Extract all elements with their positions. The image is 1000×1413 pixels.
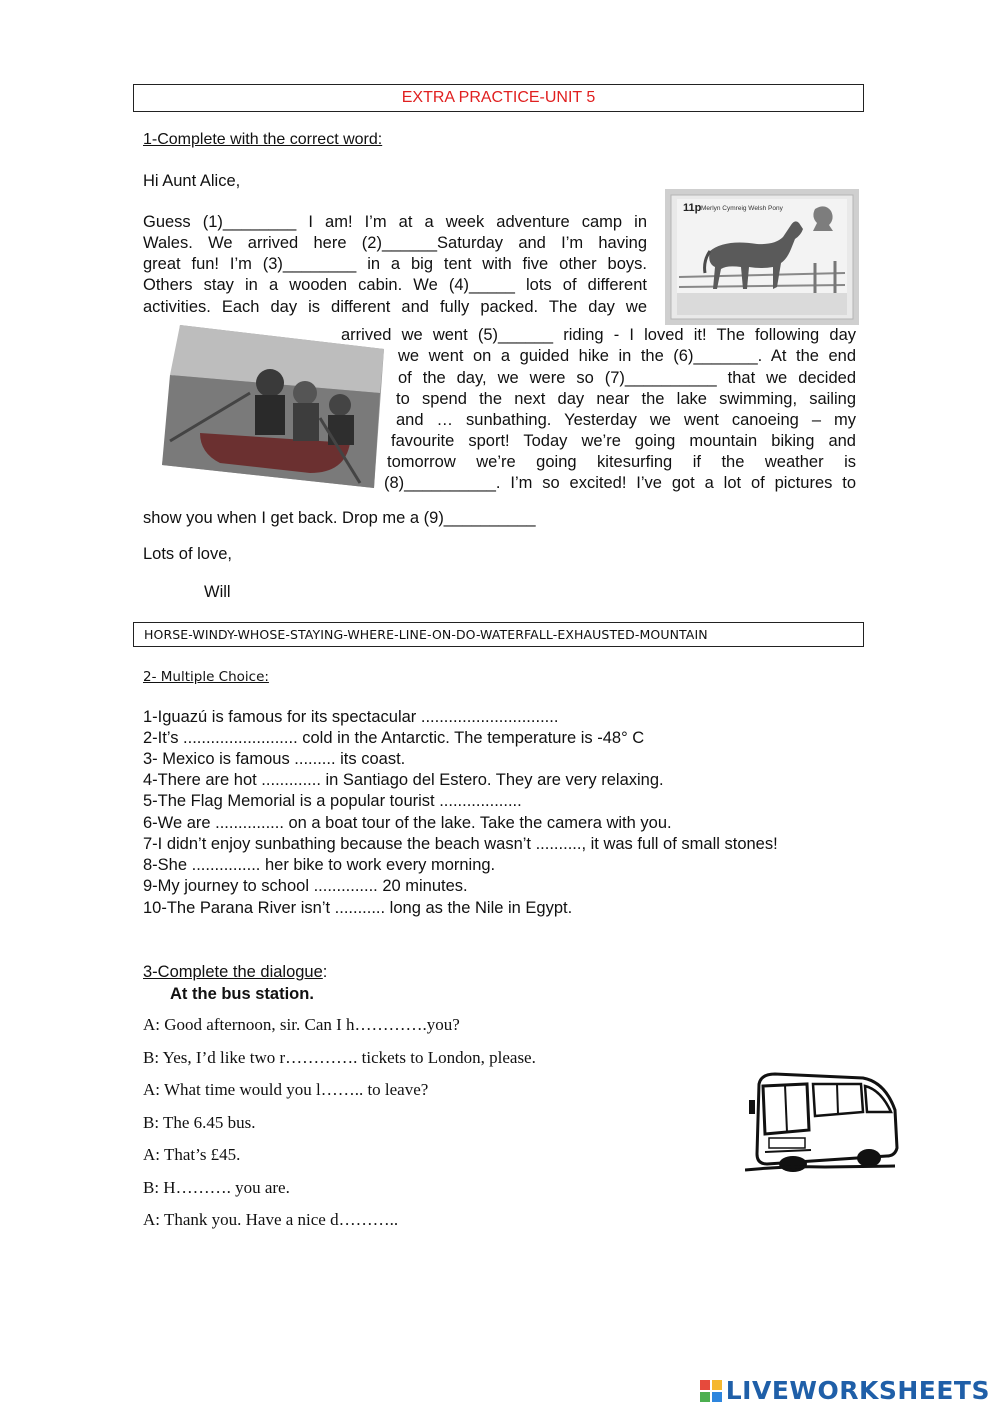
stamp-value: 11p <box>683 202 702 214</box>
letter-closing: Lots of love, <box>143 545 232 563</box>
letter-line: great fun! I’m (3)________ in a big tent with five other boys. <box>143 255 647 273</box>
letter-line: Wales. We arrived here (2)______Saturday and I’m having <box>143 234 647 252</box>
dialogue-line: A: Thank you. Have a nice d……….. <box>143 1210 399 1229</box>
dialogue-line: A: That’s £45. <box>143 1145 241 1164</box>
mc-item: 7-I didn’t enjoy sunbathing because the beach wasn’t .........., it was full of small stones! <box>143 835 778 853</box>
dialogue-line: B: Yes, I’d like two r…………. tickets to London, please. <box>143 1048 536 1067</box>
letter-line: and … sunbathing. Yesterday we went canoeing – my <box>396 411 856 429</box>
letter-line: we went on a guided hike in the (6)_______. At the end <box>398 347 856 365</box>
dialogue-line: A: Good afternoon, sir. Can I h………….you? <box>143 1015 460 1034</box>
section3-heading-colon: : <box>322 963 328 981</box>
canoe-photo <box>160 323 385 488</box>
letter-line: show you when I get back. Drop me a (9)__________ <box>143 509 536 527</box>
logo-text: LIVEWORKSHEETS <box>725 1376 990 1405</box>
letter-line: favourite sport! Today we’re going mountain biking and <box>391 432 856 450</box>
dialogue-line: B: H………. you are. <box>143 1178 290 1197</box>
section3-heading-wrap <box>143 963 327 982</box>
mc-item: 2-It’s ......................... cold in the Antarctic. The temperature is -48° C <box>143 729 645 747</box>
mc-item: 1-Iguazú is famous for its spectacular .............................. <box>143 708 559 726</box>
stamp-caption: Merlyn Cymreig Welsh Pony <box>701 205 783 212</box>
letter-line: Guess (1)________ I am! I’m at a week adventure camp in <box>143 213 647 231</box>
pony-stamp-image <box>665 189 859 325</box>
section1-heading: 1-Complete with the correct word: <box>143 131 383 148</box>
bus-image <box>745 1070 900 1175</box>
letter-line: (8)__________. I’m so excited! I’ve got a lot of pictures to <box>384 474 856 492</box>
liveworksheets-logo <box>700 1376 990 1405</box>
mc-item: 6-We are ............... on a boat tour of the lake. Take the camera with you. <box>143 814 672 832</box>
section2-heading: 2- Multiple Choice: <box>143 669 269 685</box>
mc-item: 4-There are hot ............. in Santiago del Estero. They are very relaxing. <box>143 771 664 789</box>
word-bank: HORSE-WINDY-WHOSE-STAYING-WHERE-LINE-ON-DO-WATERFALL-EXHAUSTED-MOUNTAIN <box>133 622 864 647</box>
worksheet-title: EXTRA PRACTICE-UNIT 5 <box>133 84 864 112</box>
letter-line: to spend the next day near the lake swimming, sailing <box>396 390 856 408</box>
logo-mark-icon <box>700 1380 722 1402</box>
letter-signature: Will <box>204 583 231 601</box>
letter-line: tomorrow we’re going kitesurfing if the weather is <box>387 453 856 471</box>
section3-heading: 3-Complete the dialogue <box>143 963 323 981</box>
mc-item: 8-She ............... her bike to work every morning. <box>143 856 496 874</box>
letter-line: activities. Each day is different and fully packed. The day we <box>143 298 647 316</box>
mc-item: 3- Mexico is famous ......... its coast. <box>143 750 406 768</box>
letter-greeting: Hi Aunt Alice, <box>143 172 241 190</box>
mc-item: 10-The Parana River isn’t ........... long as the Nile in Egypt. <box>143 899 573 917</box>
dialogue-line: B: The 6.45 bus. <box>143 1113 256 1132</box>
section3-subheading: At the bus station. <box>170 985 314 1003</box>
letter-line: Others stay in a wooden cabin. We (4)_____ lots of different <box>143 276 647 294</box>
mc-item: 9-My journey to school .............. 20 minutes. <box>143 877 468 895</box>
dialogue-line: A: What time would you l…….. to leave? <box>143 1080 429 1099</box>
letter-line: of the day, we were so (7)__________ that we decided <box>398 369 856 387</box>
letter-line: arrived we went (5)______ riding - I loved it! The following day <box>341 326 856 344</box>
mc-item: 5-The Flag Memorial is a popular tourist .................. <box>143 792 522 810</box>
